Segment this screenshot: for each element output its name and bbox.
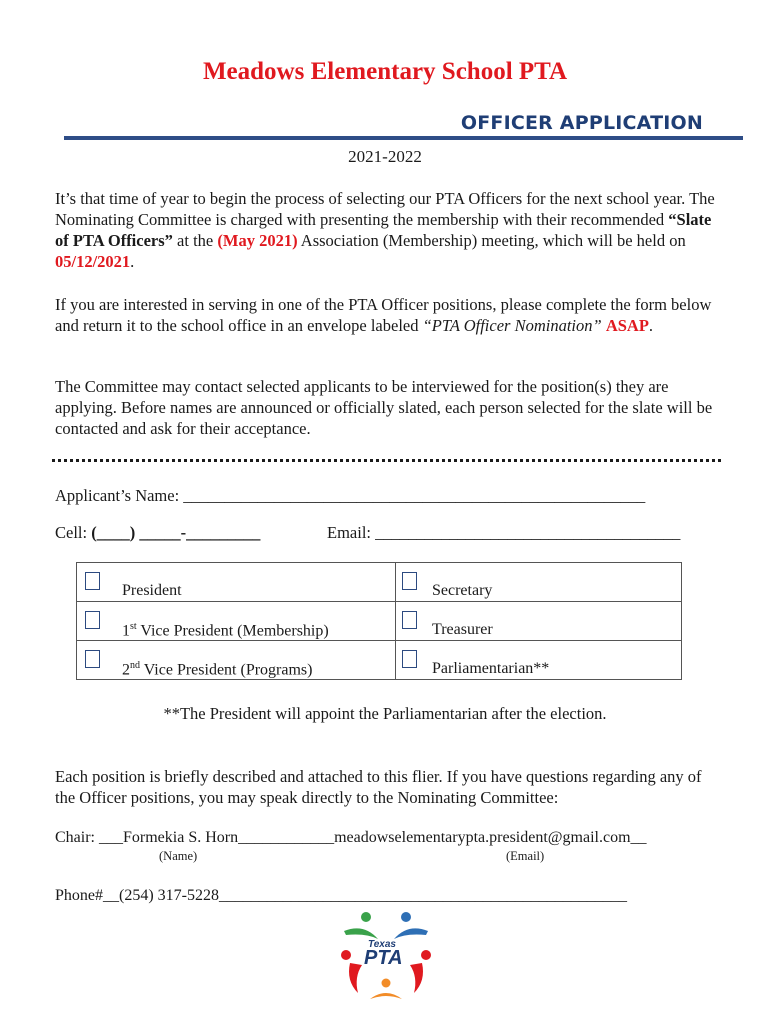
- intro-paragraph-2: [55, 294, 725, 336]
- position-label: Parliamentarian**: [432, 660, 550, 677]
- school-year: 2021-2022: [348, 147, 422, 166]
- logo-text-pta: PTA: [364, 947, 403, 969]
- checkbox-1st-vice-president[interactable]: [85, 611, 100, 629]
- ordinal-suffix: nd: [130, 660, 140, 671]
- checkbox-treasurer[interactable]: [402, 611, 417, 629]
- email-caption: (Email): [506, 849, 545, 863]
- page-title: Meadows Elementary School PTA: [202, 58, 568, 85]
- meeting-month: (May 2021): [217, 231, 298, 250]
- cell-field[interactable]: [55, 523, 260, 543]
- position-title: Vice President (Membership): [136, 622, 329, 640]
- asap-emphasis: ASAP: [605, 316, 649, 335]
- intro-text: If you are interested in serving in one of the PTA Officer positions, please complete the form below and return it to the school office in an envelope labeled: [55, 295, 712, 335]
- position-label: Secretary: [432, 582, 493, 599]
- position-option[interactable]: [77, 563, 395, 601]
- closing-paragraph: Each position is briefly described and attached to this flier. If you have questions regarding any of the Officer positions, you may speak directly to the Nominating Committee:: [55, 767, 702, 807]
- cell-label: Cell:: [55, 523, 92, 542]
- applicant-name-field[interactable]: Applicant’s Name: ________________________________________________________: [55, 486, 646, 505]
- checkbox-secretary[interactable]: [402, 572, 417, 590]
- intro-text: at the: [172, 231, 218, 250]
- parliamentarian-note: **The President will appoint the Parliamentarian after the election.: [163, 704, 607, 723]
- position-label: [122, 621, 329, 640]
- name-caption: (Name): [159, 849, 198, 863]
- ordinal-suffix: st: [130, 621, 137, 632]
- position-option[interactable]: [77, 602, 395, 640]
- intro-text: .: [130, 252, 135, 271]
- position-label: Treasurer: [432, 621, 493, 638]
- ordinal-number: 2: [122, 661, 130, 679]
- checkbox-2nd-vice-president[interactable]: [85, 650, 100, 668]
- intro-text: .: [648, 316, 654, 335]
- position-label: President: [122, 582, 182, 599]
- checkbox-president[interactable]: [85, 572, 100, 590]
- envelope-label: “PTA Officer Nomination”: [422, 316, 602, 335]
- position-label: [122, 660, 312, 679]
- position-table: [76, 562, 682, 680]
- chair-line: Chair: ___Formekia S. Horn____________meadowselementarypta.president@gmail.com__: [55, 829, 647, 846]
- cell-blank[interactable]: (____) _____-_________: [91, 523, 261, 542]
- position-option[interactable]: [77, 641, 395, 679]
- ordinal-number: 1: [122, 622, 130, 640]
- texas-pta-logo: [336, 909, 436, 1001]
- checkbox-parliamentarian[interactable]: [402, 650, 417, 668]
- intro-text: Association (Membership) meeting, which will be held on: [297, 231, 686, 250]
- intro-paragraph-1: [55, 188, 725, 272]
- position-option[interactable]: [396, 641, 681, 679]
- position-option[interactable]: [396, 602, 681, 640]
- phone-line: Phone#__(254) 317-5228___________________________________________________: [55, 887, 627, 904]
- logo-text-texas: Texas: [368, 939, 396, 950]
- email-field[interactable]: Email: _____________________________________: [327, 523, 681, 542]
- intro-text: It’s that time of year to begin the process of selecting our PTA Officers for the next school year. The Nominating Committee is charged with presenting the membership with their recommended: [55, 189, 715, 229]
- meeting-date: 05/12/2021: [55, 252, 131, 271]
- position-title: Vice President (Programs): [140, 661, 313, 679]
- header-rule: [64, 136, 743, 140]
- page-subtitle: OFFICER APPLICATION: [460, 112, 703, 134]
- slate-emphasis: “Slate of PTA Officers”: [55, 210, 712, 250]
- intro-paragraph-3: The Committee may contact selected applicants to be interviewed for the position(s) they are applying. Before names are announced or officially slated, each person selected for the slate will be contacted and ask for their acceptance.: [55, 377, 713, 438]
- cut-line: [52, 459, 721, 462]
- position-option[interactable]: [396, 563, 681, 601]
